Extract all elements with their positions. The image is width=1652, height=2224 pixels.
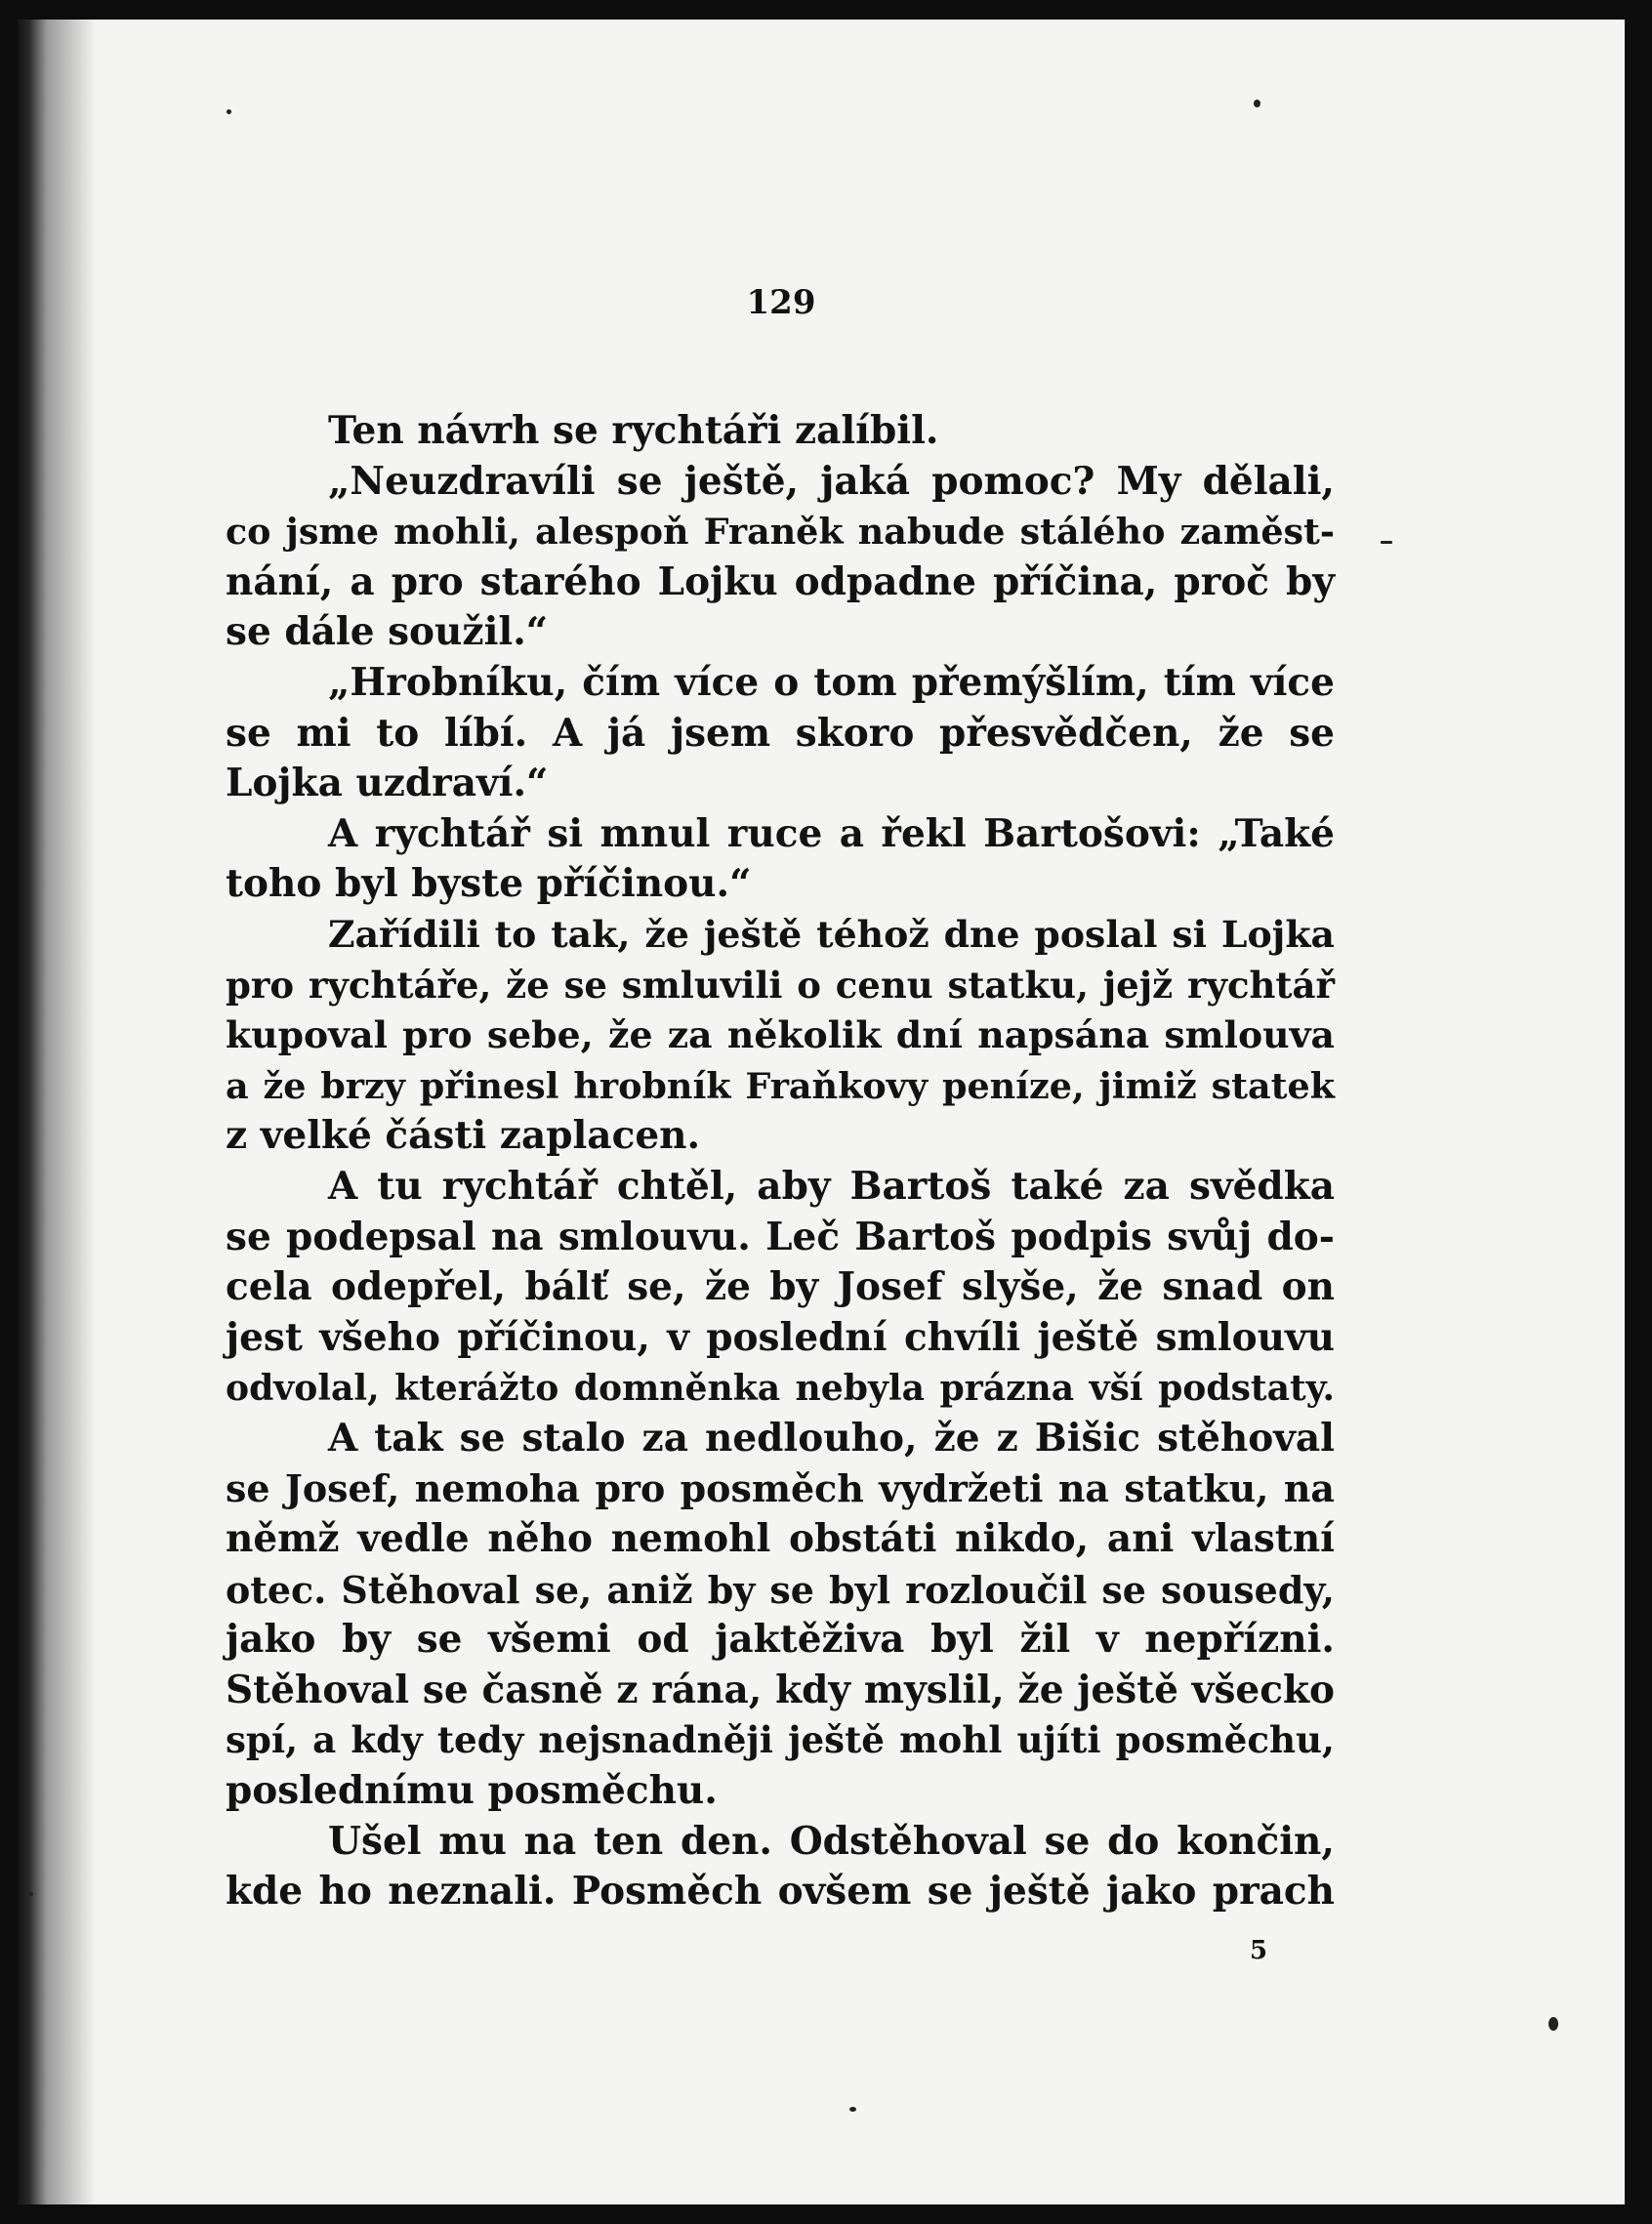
text-line: nání, a pro starého Lojku odpadne příčina, proč by (226, 558, 1335, 604)
text-line: A tak se stalo za nedlouho, že z Bišic stěhoval (328, 1415, 1335, 1461)
text-line: „Neuzdravíli se ještě, jaká pomoc? My dělali, (328, 458, 1335, 504)
text-line: otec. Stěhoval se, aniž by se byl rozloučil se sousedy, (226, 1567, 1335, 1612)
text-line: kde ho neznali. Posměch ovšem se ještě jako prach (226, 1869, 1335, 1915)
binding-shadow (18, 20, 96, 2204)
text-line: Lojka uzdraví.“ (226, 761, 549, 806)
text-line: toho byl byste příčinou.“ (226, 861, 752, 907)
text-line: A tu rychtář chtěl, aby Bartoš také za svědka (328, 1163, 1335, 1209)
text-line: z velké části zaplacen. (226, 1113, 701, 1159)
text-line: poslednímu posměchu. (226, 1768, 718, 1814)
dust-speck (29, 1892, 33, 1896)
text-line: A rychtář si mnul ruce a řekl Bartošovi: „Také (328, 810, 1335, 856)
text-line: se mi to líbí. A já jsem skoro přesvědčen, že se (226, 710, 1335, 756)
text-line: odvolal, kterážto domněnka nebyla prázna vší podstaty. (226, 1367, 1335, 1410)
text-line: jest všeho příčinou, v poslední chvíli ještě smlouvu (226, 1314, 1335, 1360)
paper-sheet (18, 20, 1625, 2204)
text-line: němž vedle něho nemohl obstáti nikdo, ani vlastní (226, 1516, 1335, 1562)
text-line: Stěhoval se časně z rána, kdy myslil, že ještě všecko (226, 1667, 1335, 1712)
dust-speck (849, 2107, 856, 2112)
text-line: Zařídili to tak, že ještě téhož dne poslal si Lojka (328, 912, 1335, 956)
text-line: se dále soužil.“ (226, 609, 549, 655)
signature-mark: 5 (1250, 1936, 1268, 1965)
text-line: cela odepřel, bálť se, že by Josef slyše, že snad on (226, 1264, 1335, 1310)
dust-speck (227, 109, 231, 114)
page-number: 129 (746, 283, 816, 322)
text-line: „Hrobníku, čím více o tom přemýšlím, tím více (328, 659, 1335, 705)
text-line: pro rychtáře, že se smluvili o cenu statku, jejž rychtář (226, 963, 1335, 1007)
text-line: spí, a kdy tedy nejsnadněji ještě mohl ujíti posměchu, (226, 1718, 1335, 1762)
dust-speck (1549, 2017, 1558, 2031)
text-line: se Josef, nemoha pro posměch vydržeti na statku, na (226, 1466, 1335, 1511)
text-line: jako by se všemi od jaktěživa byl žil v nepřízni. (226, 1617, 1335, 1663)
text-line: a že brzy přinesl hrobník Fraňkovy peníze, jimiž statek (226, 1064, 1335, 1107)
body-text (226, 406, 1335, 1917)
dust-speck (1254, 100, 1260, 107)
text-line: co jsme mohli, alespoň Franěk nabude stálého zaměst- (226, 511, 1335, 554)
dust-speck (1381, 541, 1392, 544)
text-line: se podepsal na smlouvu. Leč Bartoš podpis svůj do- (226, 1214, 1335, 1259)
text-line: kupoval pro sebe, že za několik dní napsána smlouva (226, 1013, 1335, 1057)
text-line: Ten návrh se rychtáři zalíbil. (328, 408, 939, 453)
text-line: Ušel mu na ten den. Odstěhoval se do končin, (328, 1818, 1335, 1864)
